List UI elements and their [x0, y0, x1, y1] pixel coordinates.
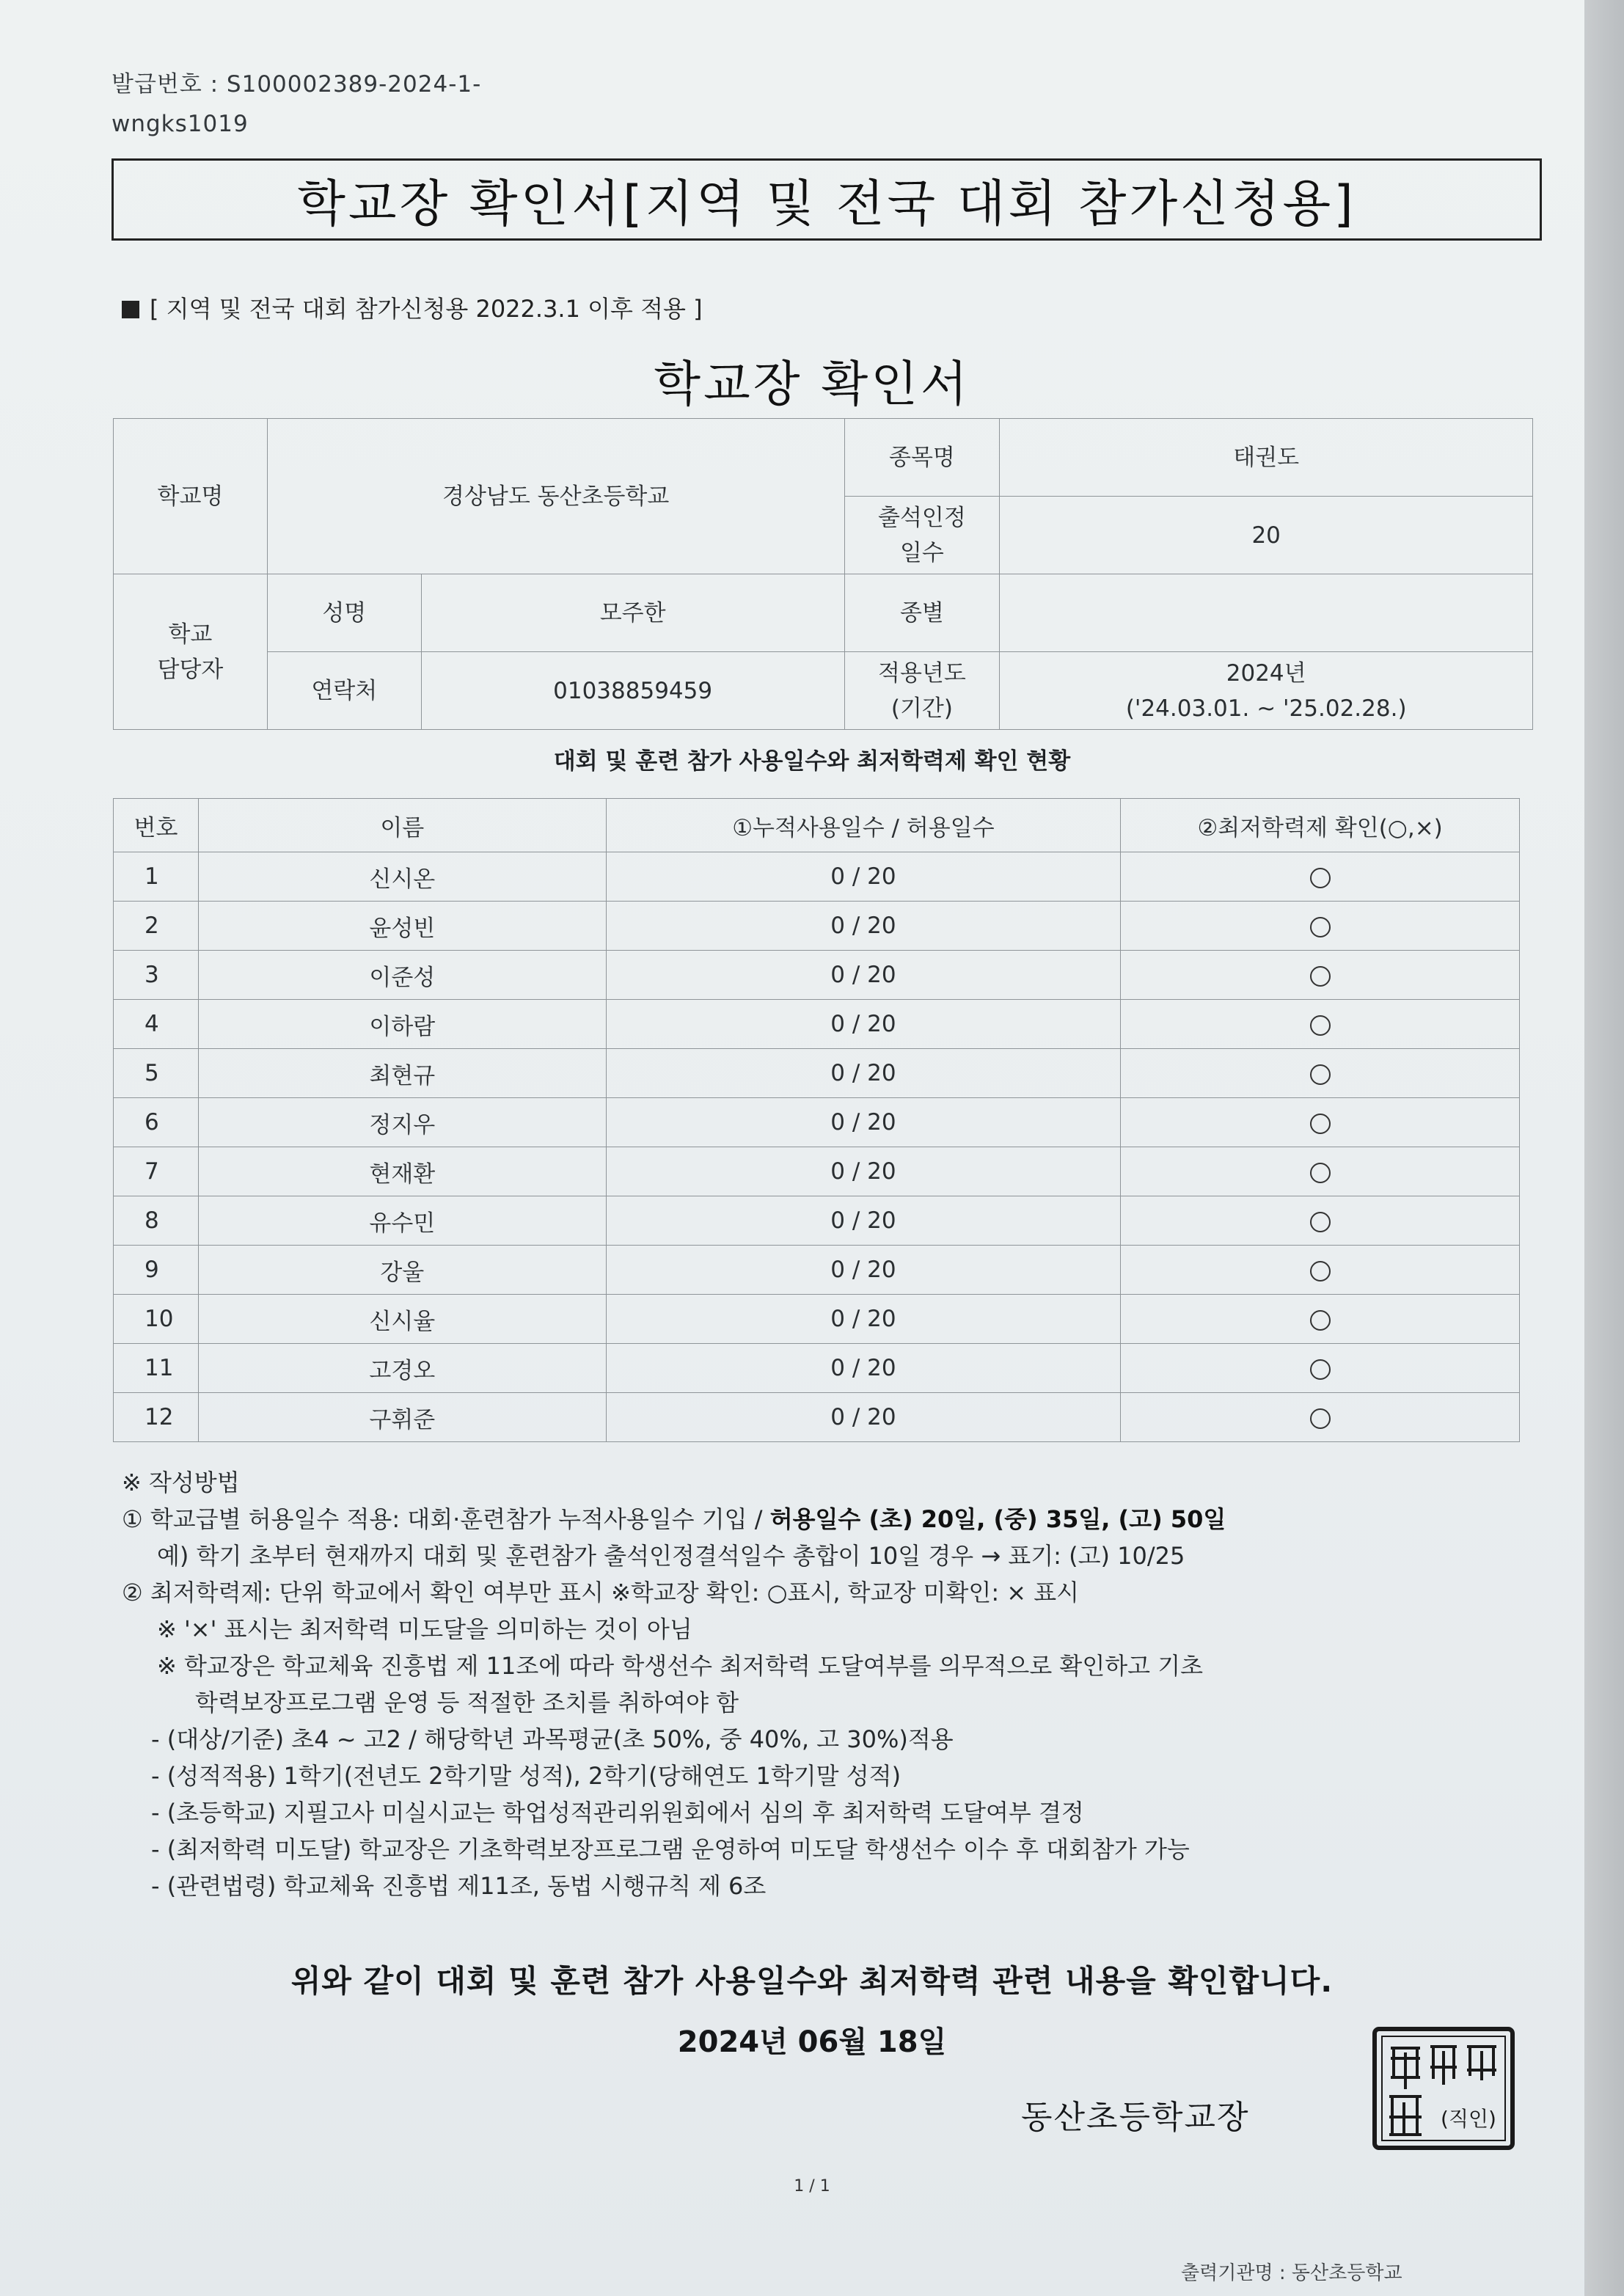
row-num: 7 — [114, 1147, 199, 1196]
circle-check-icon — [1310, 966, 1331, 987]
main-title: 학교장 확인서[지역 및 전국 대회 참가신청용] — [111, 158, 1542, 241]
circle-check-icon — [1310, 1064, 1331, 1085]
table-row — [114, 1098, 1520, 1147]
table-row — [114, 1393, 1520, 1442]
note-1 — [122, 1501, 1559, 1538]
notes-heading: ※ 작성방법 — [122, 1469, 240, 1496]
row-days: 0 / 20 — [606, 1147, 1121, 1196]
circle-check-icon — [1310, 1212, 1331, 1232]
event-label: 종목명 — [844, 419, 1000, 497]
table-row — [114, 951, 1520, 1000]
row-days: 0 / 20 — [606, 1000, 1121, 1049]
issuing-institution: 출력기관명 : 동산초등학교 — [1181, 2262, 1402, 2284]
circle-check-icon — [1310, 1114, 1331, 1134]
table-row — [114, 1000, 1520, 1049]
circle-check-icon — [1310, 1359, 1331, 1380]
issue-number-line2: wngks1019 — [111, 111, 249, 137]
row-name: 현재환 — [198, 1147, 606, 1196]
table-row — [114, 1147, 1520, 1196]
row-num: 9 — [114, 1246, 199, 1295]
circle-check-icon — [1310, 1163, 1331, 1183]
issue-number — [111, 65, 481, 144]
attend-value: 20 — [1000, 497, 1533, 574]
note-4b: 학력보장프로그램 운영 등 적절한 조치를 취하여야 함 — [195, 1689, 739, 1716]
name-value: 모주한 — [421, 574, 844, 652]
row-num: 3 — [114, 951, 199, 1000]
detail-4: - (최저학력 미도달) 학교장은 기초학력보장프로그램 운영하여 미도달 학생선수 이수 후 대회참가 가능 — [151, 1835, 1190, 1863]
row-num: 1 — [114, 852, 199, 902]
contact-value: 01038859459 — [421, 652, 844, 730]
circle-check-icon — [1310, 1261, 1331, 1282]
row-name: 이준성 — [198, 951, 606, 1000]
list-caption: 대회 및 훈련 참가 사용일수와 최저학력제 확인 현황 — [553, 748, 1071, 775]
row-check — [1121, 1246, 1520, 1295]
year-label: 적용년도 (기간) — [844, 652, 1000, 730]
student-table-header — [114, 799, 1520, 852]
info-table — [113, 418, 1533, 730]
note-4a: ※ 학교장은 학교체육 진흥법 제 11조에 따라 학생선수 최저학력 도달여부를 의무적으로 확인하고 기초 — [157, 1652, 1204, 1680]
row-num: 5 — [114, 1049, 199, 1098]
subheading-text: [ 지역 및 전국 대회 참가신청용 2022.3.1 이후 적용 ] — [150, 295, 703, 323]
header-num: 번호 — [114, 799, 199, 852]
row-num: 10 — [114, 1295, 199, 1344]
principal-signature: 동산초등학교장 — [1021, 2099, 1250, 2136]
circle-check-icon — [1310, 868, 1331, 888]
category-value — [1000, 574, 1533, 652]
row-check — [1121, 852, 1520, 902]
table-row — [114, 902, 1520, 951]
table-row — [114, 1295, 1520, 1344]
year-value: 2024년 ('24.03.01. ~ '25.02.28.) — [1000, 652, 1533, 730]
circle-check-icon — [1310, 917, 1331, 937]
manager-label: 학교 담당자 — [114, 574, 268, 730]
table-row — [114, 1344, 1520, 1393]
row-days: 0 / 20 — [606, 902, 1121, 951]
circle-check-icon — [1310, 1310, 1331, 1331]
row-check — [1121, 1295, 1520, 1344]
row-name: 유수민 — [198, 1196, 606, 1246]
row-days: 0 / 20 — [606, 1196, 1121, 1246]
detail-1: - (대상/기준) 초4 ~ 고2 / 해당학년 과목평균(초 50%, 중 40%, 고 30%)적용 — [151, 1725, 954, 1753]
attend-label: 출석인정 일수 — [844, 497, 1000, 574]
row-num: 11 — [114, 1344, 199, 1393]
row-days: 0 / 20 — [606, 1049, 1121, 1098]
row-name: 구휘준 — [198, 1393, 606, 1442]
header-check: ②최저학력제 확인(○,×) — [1121, 799, 1520, 852]
row-days: 0 / 20 — [606, 1098, 1121, 1147]
detail-3: - (초등학교) 지필고사 미실시교는 학업성적관리위원회에서 심의 후 최저학력 도달여부 결정 — [151, 1799, 1084, 1827]
row-days: 0 / 20 — [606, 1344, 1121, 1393]
table-row — [114, 1196, 1520, 1246]
row-name: 정지우 — [198, 1098, 606, 1147]
note-2: ② 최저학력제: 단위 학교에서 확인 여부만 표시 ※학교장 확인: ○표시, 학교장 미확인: × 표시 — [122, 1579, 1080, 1606]
seal-text: (직인) — [1441, 2107, 1496, 2131]
row-check — [1121, 1196, 1520, 1246]
row-days: 0 / 20 — [606, 852, 1121, 902]
row-name: 신시온 — [198, 852, 606, 902]
document-title: 학교장 확인서 — [654, 356, 970, 412]
school-value: 경상남도 동산초등학교 — [267, 419, 844, 574]
row-check — [1121, 1049, 1520, 1098]
row-name: 이하람 — [198, 1000, 606, 1049]
event-value: 태권도 — [1000, 419, 1533, 497]
table-row — [114, 852, 1520, 902]
row-days: 0 / 20 — [606, 1393, 1121, 1442]
table-row — [114, 1246, 1520, 1295]
row-num: 12 — [114, 1393, 199, 1442]
contact-label: 연락처 — [267, 652, 421, 730]
note-1-allowance: 허용일수 (초) 20일, (중) 35일, (고) 50일 — [769, 1505, 1226, 1533]
row-name: 신시율 — [198, 1295, 606, 1344]
header-name: 이름 — [198, 799, 606, 852]
row-num: 8 — [114, 1196, 199, 1246]
subheading — [122, 290, 703, 324]
note-3: ※ '×' 표시는 최저학력 미도달을 의미하는 것이 아님 — [157, 1615, 692, 1643]
writing-instructions — [122, 1464, 1559, 1904]
detail-2: - (성적적용) 1학기(전년도 2학기말 성적), 2학기(당해연도 1학기말 성적) — [151, 1762, 901, 1790]
detail-5: - (관련법령) 학교체육 진흥법 제11조, 동법 시행규칙 제 6조 — [151, 1872, 767, 1900]
header-days: ①누적사용일수 / 허용일수 — [606, 799, 1121, 852]
row-check — [1121, 1147, 1520, 1196]
row-days: 0 / 20 — [606, 951, 1121, 1000]
row-check — [1121, 1000, 1520, 1049]
row-check — [1121, 1098, 1520, 1147]
row-name: 윤성빈 — [198, 902, 606, 951]
category-label: 종별 — [844, 574, 1000, 652]
row-check — [1121, 951, 1520, 1000]
circle-check-icon — [1310, 1408, 1331, 1429]
row-check — [1121, 902, 1520, 951]
name-label: 성명 — [267, 574, 421, 652]
row-num: 2 — [114, 902, 199, 951]
row-days: 0 / 20 — [606, 1246, 1121, 1295]
official-seal-icon — [1372, 2026, 1515, 2151]
circle-check-icon — [1310, 1015, 1331, 1036]
student-table — [113, 798, 1520, 1442]
row-days: 0 / 20 — [606, 1295, 1121, 1344]
row-name: 고경오 — [198, 1344, 606, 1393]
page-number: 1 / 1 — [794, 2177, 830, 2196]
row-num: 6 — [114, 1098, 199, 1147]
issue-date: 2024년 06월 18일 — [677, 2025, 947, 2059]
square-bullet-icon — [122, 301, 139, 318]
note-1-example: 예) 학기 초부터 현재까지 대회 및 훈련참가 출석인정결석일수 총합이 10일 경우 → 표기: (고) 10/25 — [157, 1542, 1185, 1570]
row-num: 4 — [114, 1000, 199, 1049]
issue-number-line1: 발급번호 : S100002389-2024-1- — [111, 71, 482, 98]
table-row — [114, 1049, 1520, 1098]
confirmation-statement: 위와 같이 대회 및 훈련 참가 사용일수와 최저학력 관련 내용을 확인합니다. — [290, 1963, 1334, 1999]
note-1-text: ① 학교급별 허용일수 적용: 대회·훈련참가 누적사용일수 기입 / — [122, 1505, 770, 1533]
row-check — [1121, 1393, 1520, 1442]
school-label: 학교명 — [114, 419, 268, 574]
row-name: 최현규 — [198, 1049, 606, 1098]
row-check — [1121, 1344, 1520, 1393]
row-name: 강울 — [198, 1246, 606, 1295]
